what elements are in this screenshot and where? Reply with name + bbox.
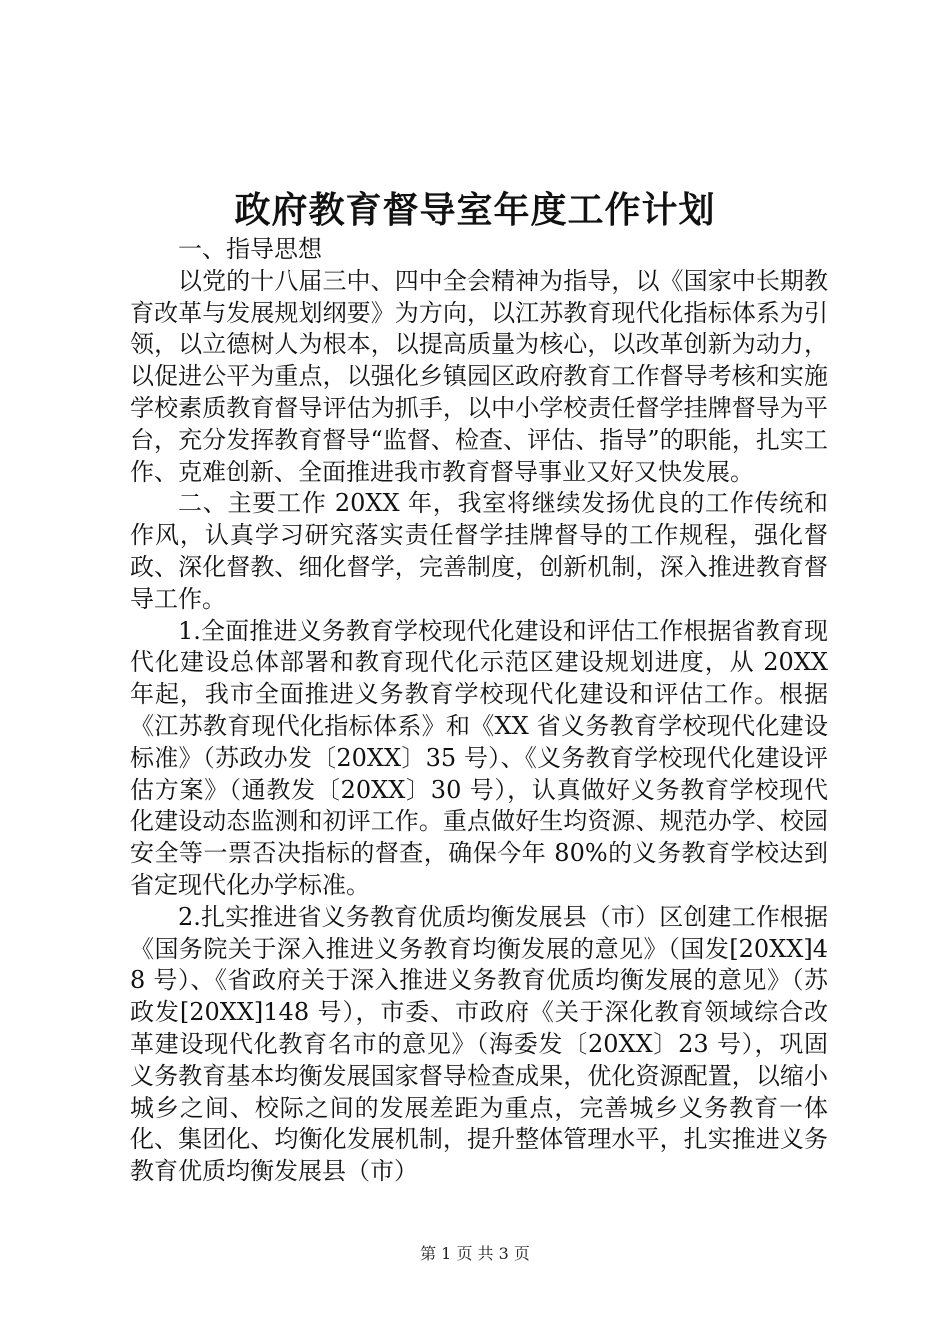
paragraph-main-work: 二、主要工作 20XX 年，我室将继续发扬优良的工作传统和作风，认真学习研究落实责任督学挂牌督导的工作规程，强化督政、深化督教、细化督学，完善制度，创新机制，深入推进教育督导工作。 (130, 489, 828, 613)
document-title: 政府教育督导室年度工作计划 (234, 189, 716, 231)
section-heading-guiding-ideology: 一、指导思想 (178, 235, 322, 263)
document-body (130, 234, 828, 1188)
paragraph-guiding-ideology: 以党的十八届三中、四中全会精神为指导，以《国家中长期教育改革与发展规划纲要》为方向，以江苏教育现代化指标体系为引领，以立德树人为根本，以提高质量为核心，以改革创新为动力，以促进公平为重点，以强化乡镇园区政府教育工作督导考核和实施学校素质教育督导评估为抓手，以中小学校责任督学挂牌督导为平台，充分发挥教育督导“监督、检查、评估、指导”的职能，扎实工作、克难创新、全面推进我市教育督导事业又好又快发展。 (130, 266, 828, 486)
paragraph-item-2: 2.扎实推进省义务教育优质均衡发展县（市）区创建工作根据《国务院关于深入推进义务教育均衡发展的意见》（国发[20XX]48 号）、《省政府关于深入推进义务教育优质均衡发展的意见》（苏政发[20XX]148 号），市委、市政府《关于深化教育领域综合改革建设现代化教育名市的意见》（海委发〔20XX〕23 号），巩固义务教育基本均衡发展国家督导检查成果，优化资源配置，以缩小城乡之间、校际之间的发展差距为重点，完善城乡义务教育一体化、集团化、均衡化发展机制，提升整体管理水平，扎实推进义务教育优质均衡发展县（市） (130, 902, 828, 1186)
page-number-footer: 第 1 页 共 3 页 (420, 1244, 530, 1263)
paragraph-item-1: 1.全面推进义务教育学校现代化建设和评估工作根据省教育现代化建设总体部署和教育现代化示范区建设规划进度，从 20XX 年起，我市全面推进义务教育学校现代化建设和评估工作。根据《江苏教育现代化指标体系》和《XX 省义务教育学校现代化建设标准》（苏政办发〔20XX〕35 号）、《义务教育学校现代化建设评估方案》（通教发〔20XX〕30 号），认真做好义务教育学校现代化建设动态监测和初评工作。重点做好生均资源、规范办学、校园安全等一票否决指标的督查，确保今年 80%的义务教育学校达到省定现代化办学标准。 (130, 616, 828, 899)
